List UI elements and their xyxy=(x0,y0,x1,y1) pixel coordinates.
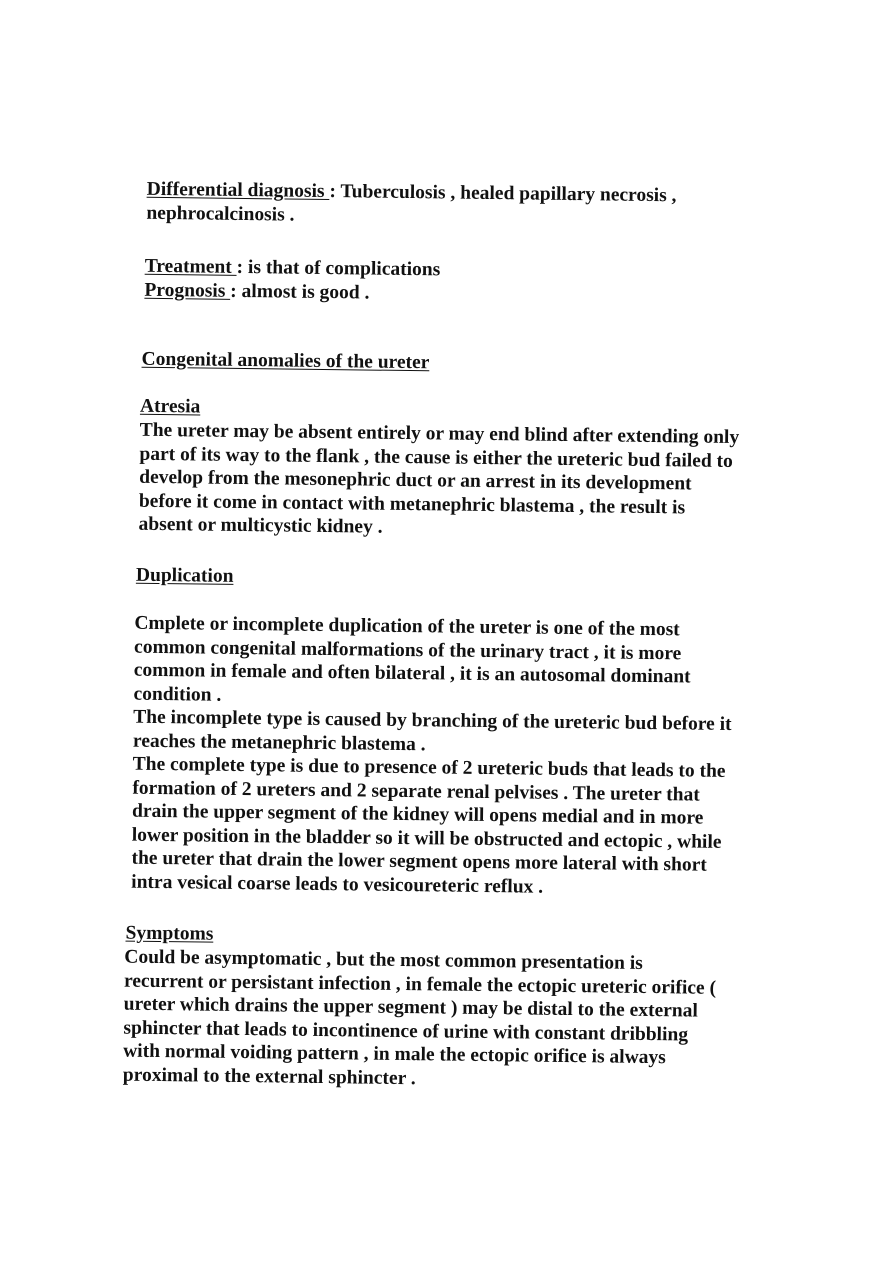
symptoms-line: sphincter that leads to incontinence of urine with constant dribbling xyxy=(123,1017,689,1045)
atresia-line: part of its way to the flank , the cause is either the ureteric bud failed to xyxy=(139,443,733,472)
symptoms-line: with normal voiding pattern , in male the ectopic orifice is always xyxy=(123,1040,666,1069)
duplication-line: common congenital malformations of the urinary tract , it is more xyxy=(133,636,682,664)
atresia-line: develop from the mesonephric duct or an arrest in its development xyxy=(139,466,692,495)
treatment-text: is that of complications xyxy=(247,257,441,281)
atresia-line: The ureter may be absent entirely or may end blind after extending only xyxy=(139,419,740,449)
prognosis-separator: : xyxy=(230,280,242,302)
symptoms-line: ureter which drains the upper segment ) may be distal to the external xyxy=(123,993,698,1022)
duplication-line: the ureter that drain the lower segment opens more lateral with short xyxy=(131,847,707,876)
atresia-heading: Atresia xyxy=(139,395,201,418)
duplication-line: drain the upper segment of the kidney will opens medial and in more xyxy=(131,800,704,829)
duplication-paragraph xyxy=(131,612,733,901)
atresia-line: before it come in contact with metanephric blastema , the result is xyxy=(138,490,686,518)
differential-diagnosis-separator: : xyxy=(329,181,341,203)
differential-diagnosis-text-line-1: Tuberculosis , healed papillary necrosis , xyxy=(340,181,677,207)
symptoms-paragraph xyxy=(123,946,717,1094)
duplication-line: The incomplete type is caused by branching of the ureteric bud before it xyxy=(133,706,732,735)
duplication-heading: Duplication xyxy=(135,564,234,587)
treatment-line xyxy=(145,255,441,282)
duplication-line: reaches the metanephric blastema . xyxy=(132,730,426,755)
duplication-line: lower position in the bladder so it will be obstructed and ectopic , while xyxy=(131,824,722,853)
duplication-line: The complete type is due to presence of 2 ureteric buds that leads to the xyxy=(132,753,726,782)
duplication-line: intra vesical coarse leads to vesicoureteric reflux . xyxy=(131,871,544,898)
duplication-line: Cmplete or incomplete duplication of the ureter is one of the most xyxy=(134,612,680,641)
duplication-line: common in female and often bilateral , it is an autosomal dominant xyxy=(133,659,691,688)
duplication-line: formation of 2 ureters and 2 separate renal pelvises . The ureter that xyxy=(132,777,700,806)
prognosis-label: Prognosis xyxy=(144,279,231,302)
differential-diagnosis-label: Differential diagnosis xyxy=(146,178,330,203)
symptoms-line: recurrent or persistant infection , in female the ectopic ureteric orifice ( xyxy=(123,970,717,999)
prognosis-text: almost is good . xyxy=(241,280,370,304)
section-title-congenital-anomalies: Congenital anomalies of the ureter xyxy=(141,348,430,374)
atresia-paragraph xyxy=(138,419,739,544)
differential-diagnosis-block xyxy=(146,178,676,231)
symptoms-line: proximal to the external sphincter . xyxy=(122,1064,416,1089)
treatment-label: Treatment xyxy=(144,255,237,278)
treatment-separator: : xyxy=(236,256,249,279)
differential-diagnosis-text-line-2: nephrocalcinosis . xyxy=(146,202,295,226)
duplication-line: condition . xyxy=(133,683,222,706)
symptoms-line: Could be asymptomatic , but the most common presentation is xyxy=(124,946,643,974)
symptoms-heading: Symptoms xyxy=(125,922,214,945)
prognosis-line xyxy=(144,279,369,305)
atresia-line: absent or multicystic kidney . xyxy=(138,513,383,538)
